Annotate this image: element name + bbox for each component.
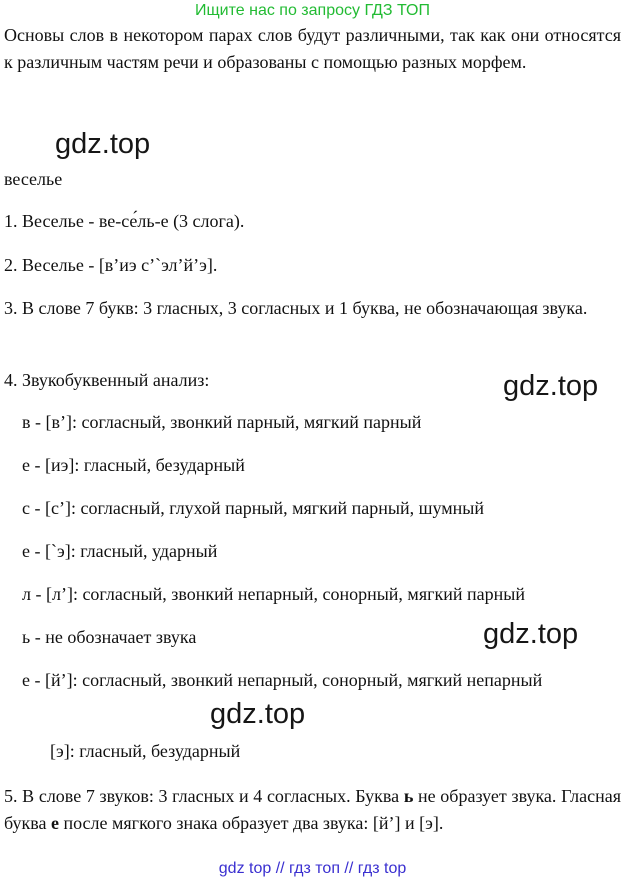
watermark-1: gdz.top bbox=[55, 128, 151, 160]
soft-sign-letter: ь bbox=[403, 786, 414, 806]
item-5-text: не образует звука. Гласная буква bbox=[4, 786, 621, 833]
watermark-3: gdz.top bbox=[483, 618, 579, 650]
letter-row: е - [й’]: согласный, звонкий непарный, сонорный, мягкий непарный bbox=[22, 670, 543, 690]
vowel-e-letter: е bbox=[50, 813, 59, 833]
watermark-4: gdz.top bbox=[210, 698, 306, 730]
letter-row: л - [л’]: согласный, звонкий непарный, сонорный, мягкий парный bbox=[22, 584, 525, 604]
item-5-text: после мягкого знака образует два звука: [й’] и [э]. bbox=[58, 813, 444, 833]
letter-row: в - [в’]: согласный, звонкий парный, мягкий парный bbox=[22, 412, 422, 432]
intro-paragraph: Основы слов в некотором парах слов будут различными, так как они относятся к различным частям речи и образованы с помощью разных морфем. bbox=[4, 25, 621, 72]
bottom-banner: gdz top // гдз топ // гдз top bbox=[218, 860, 407, 877]
top-banner: Ищите нас по запросу ГДЗ ТОП bbox=[195, 2, 430, 19]
watermark-2: gdz.top bbox=[503, 370, 599, 402]
letter-row: ь - не обозначает звука bbox=[22, 627, 197, 647]
letter-row: [э]: гласный, безударный bbox=[50, 741, 241, 761]
item-2: 2. Веселье - [в’иэ с’`эл’й’э]. bbox=[4, 255, 218, 275]
item-5-text: 5. В слове 7 звуков: 3 гласных и 4 согласных. Буква bbox=[4, 786, 404, 806]
letter-row: е - [`э]: гласный, ударный bbox=[22, 541, 218, 561]
letter-row: е - [иэ]: гласный, безударный bbox=[22, 455, 245, 475]
item-3: 3. В слове 7 букв: 3 гласных, 3 согласных и 1 буква, не обозначающая звука. bbox=[4, 298, 588, 318]
word-heading: веселье bbox=[4, 169, 63, 189]
letter-row: с - [с’]: согласный, глухой парный, мягкий парный, шумный bbox=[22, 498, 485, 518]
item-4: 4. Звукобуквенный анализ: bbox=[4, 370, 210, 390]
item-1: 1. Веселье - ве-се́ль-е (3 слога). bbox=[4, 211, 245, 231]
item-5 bbox=[4, 783, 621, 837]
